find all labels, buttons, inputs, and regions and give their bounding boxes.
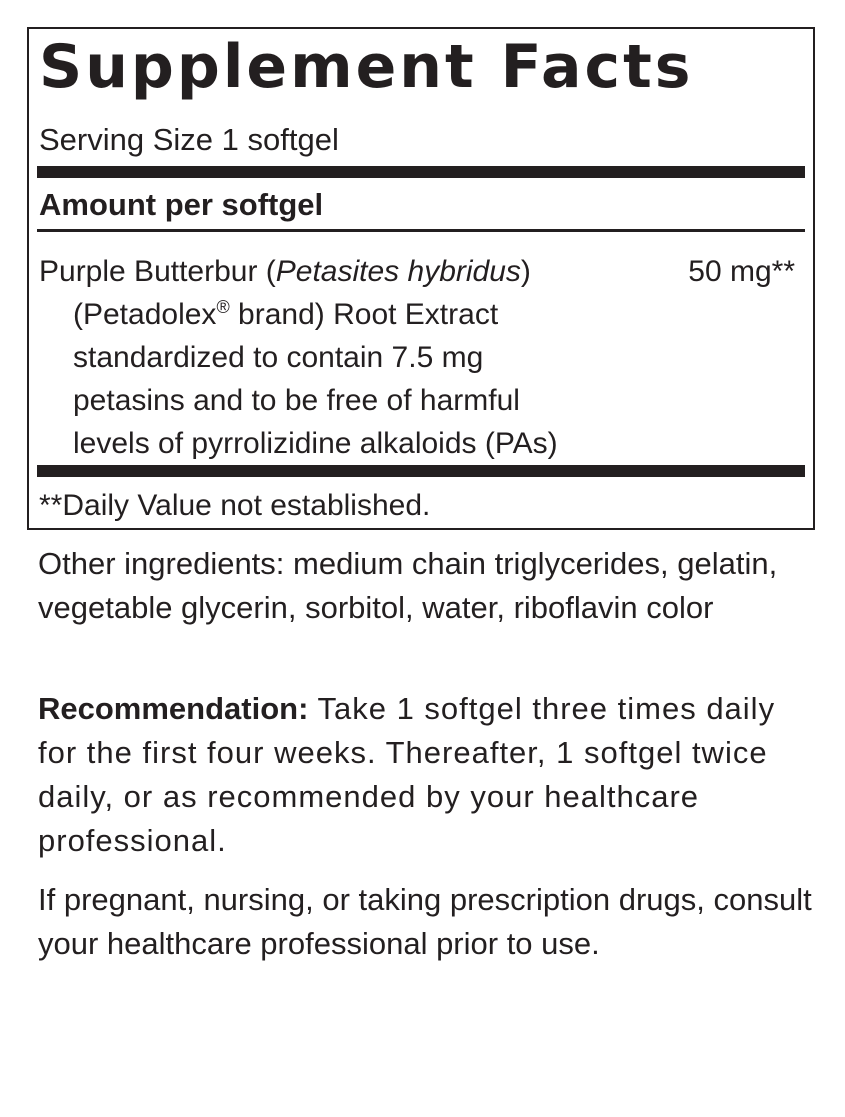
other-ingredients: Other ingredients: medium chain triglycerides, gelatin, vegetable glycerin, sorbitol, water, riboflavin color xyxy=(38,546,778,625)
thick-divider-bottom xyxy=(37,465,805,477)
recommendation-text: Take 1 softgel three times daily for the first four weeks. Thereafter, 1 softgel twice daily, or as recommended by your healthcare professional. xyxy=(38,691,776,858)
supplement-facts-panel xyxy=(27,27,815,530)
recommendation-label: Recommendation: xyxy=(38,691,309,726)
ingredient-extract: brand) Root Extract xyxy=(229,298,499,331)
thick-divider-top xyxy=(37,166,805,178)
recommendation xyxy=(38,687,818,863)
warning-text: If pregnant, nursing, or taking prescription drugs, consult your healthcare professional prior to use. xyxy=(38,882,812,961)
ingredient-line-1 xyxy=(39,250,558,293)
ingredient-line-3: standardized to contain 7.5 mg xyxy=(73,341,484,374)
ingredient-latin-name: Petasites hybridus xyxy=(275,255,521,288)
ingredient-brand: (Petadolex xyxy=(73,298,217,331)
ingredient-line-2 xyxy=(39,293,558,336)
ingredient-line-5: levels of pyrrolizidine alkaloids (PAs) xyxy=(73,427,558,460)
ingredient-amount: 50 mg** xyxy=(688,255,795,288)
ingredient-name: Purple Butterbur ( xyxy=(39,255,276,288)
ingredient-line-4: petasins and to be free of harmful xyxy=(73,384,520,417)
ingredient-name-end: ) xyxy=(520,255,531,288)
facts-title: Supplement Facts xyxy=(39,32,694,102)
registered-mark: ® xyxy=(216,297,230,317)
ingredient-description xyxy=(39,250,558,465)
daily-value-footnote: **Daily Value not established. xyxy=(39,489,431,522)
thin-divider xyxy=(37,229,805,232)
amount-per-serving-header: Amount per softgel xyxy=(39,187,324,222)
serving-size: Serving Size 1 softgel xyxy=(39,122,339,157)
